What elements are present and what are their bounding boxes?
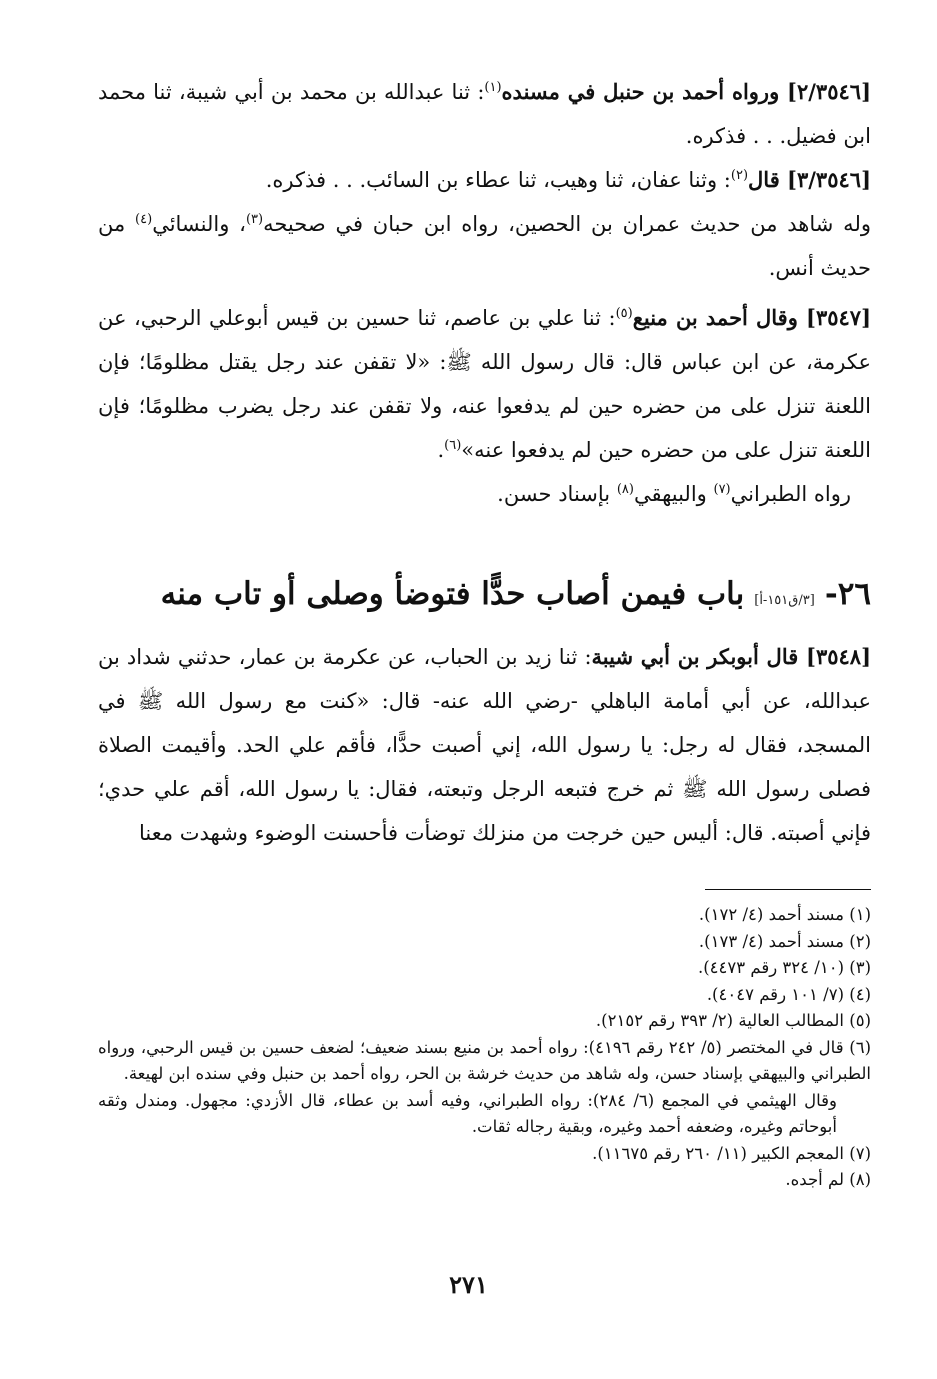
hadith-text: : ثنا زيد بن الحباب، عن عكرمة بن عمار، حدثني شداد بن عبدالله، عن أبي أمامة الباهلي -رضي الله عنه- قال: «كنت مع رسول الله ﷺ في المسجد، فقال له رجل: يا رسول الله، إني أصبت حدًّا، فأقم علي الحد. وأقيمت الصلاة فصلى رسول الله ﷺ ثم خرج فتبعه الرجل وتبعته، فقال: يا رسول الله، أقم علي حدي؛ فإني أصبته. قال: أليس حين خرجت من منزلك توضأت فأحسنت الوضوء وشهدت معنا (98, 645, 871, 845)
footnotes (98, 902, 871, 1194)
hadith-3547 (98, 296, 871, 472)
hadith-heading: [٢/٣٥٤٦] ورواه أحمد بن حنبل في مسنده (501, 79, 871, 104)
footnote-2: (٢) مسند أحمد (٤/ ١٧٣). (698, 931, 871, 951)
hadith-3546-2 (98, 70, 871, 158)
manuscript-ref: [٣/ق١٥١-أ] (754, 593, 815, 608)
note-text: من حديث أنس. (98, 212, 871, 280)
footnote-7: (٧) المعجم الكبير (١١/ ٢٦٠ رقم ١١٦٧٥). (592, 1143, 871, 1163)
footnote-6-continued: وقال الهيثمي في المجمع (٦/ ٢٨٤): رواه الطبراني، وفيه أسد بن عطاء، قال الأزدي: مجهول. ومندل وثقه أبوحاتم وغيره، وضعفه أحمد وغيره، وبقية رجاله ثقات. (98, 1090, 837, 1136)
footnote-1: (١) مسند أحمد (٤/ ١٧٢). (698, 905, 871, 924)
note-text: ، والنسائي (152, 212, 246, 236)
footnote-marker[interactable]: (٥) (615, 306, 633, 321)
hadith-text: : وثنا عفان، ثنا وهيب، ثنا عطاء بن السائب. . . فذكره. (265, 168, 731, 192)
footnote-6: (٦) قال في المختصر (٥/ ٢٤٢ رقم ٤١٩٦): رواه أحمد بن منيع بسند ضعيف؛ لضعف حسين بن قيس الرحبي، ورواه الطبراني والبيهقي بإسناد حسن، وله شاهد من حديث خرشة بن الحر، رواه أحمد بن حنبل وفي سنده ابن لهيعة. (98, 1037, 871, 1083)
chapter-heading (98, 572, 871, 623)
footnote-marker[interactable]: (٤) (135, 212, 153, 227)
footnote-3: (٣) (١٠/ ٣٢٤ رقم ٤٤٧٣). (697, 958, 871, 977)
footnote-marker[interactable]: (٢) (730, 168, 749, 183)
footnote-8: (٨) لم أجده. (785, 1170, 871, 1189)
hadith-3548 (98, 635, 871, 855)
note-text: رواه الطبراني (730, 482, 851, 506)
hadith-text: : ثنا علي بن عاصم، ثنا حسين بن قيس أبوعلي الرحبي، عن عكرمة، عن ابن عباس قال: قال رسول الله ﷺ: «لا تقفن عند رجل يقتل مظلومًا؛ فإن اللعنة تنزل على من حضره حين لم يدفعوا عنه، ولا تقفن عند رجل يضرب مظلومًا؛ فإن اللعنة تنزل على من حضره حين لم يدفعوا عنه» (98, 306, 871, 462)
footnote-marker[interactable]: (٧) (713, 482, 731, 497)
footnote-4: (٤) (٧/ ١٠١ رقم ٤٠٤٧). (706, 984, 871, 1004)
hadith-text-end: . (437, 438, 445, 462)
hadith-text: : ثنا عبدالله بن محمد بن أبي شيبة، ثنا محمد ابن فضيل. . . فذكره. (98, 80, 871, 148)
note-text: والبيهقي (633, 482, 714, 506)
hadith-heading: [٣٥٤٨] قال أبوبكر بن أبي شيبة (591, 644, 871, 669)
footnote-marker[interactable]: (١) (484, 80, 502, 95)
footnote-marker[interactable]: (٣) (245, 212, 264, 227)
witness-note (98, 202, 871, 290)
footnote-marker[interactable]: (٨) (616, 482, 634, 497)
hadith-heading: [٣٥٤٧] وقال أحمد بن منيع (632, 305, 871, 330)
note-text: وله شاهد من حديث عمران بن الحصين، رواه ابن حبان في صحيحه (263, 212, 871, 236)
hadith-3546-3 (98, 158, 871, 202)
hadith-heading: [٣/٣٥٤٦] قال (748, 167, 871, 192)
page-number: ٢٧١ (449, 1270, 488, 1299)
chapter-number: ٢٦- (824, 576, 871, 612)
chapter-title: باب فيمن أصاب حدًّا فتوضأ وصلى أو تاب منه (160, 576, 745, 612)
narration-note (98, 472, 871, 516)
note-text: بإسناد حسن. (497, 482, 617, 506)
footnote-5: (٥) المطالب العالية (٢/ ٣٩٣ رقم ٢١٥٢). (595, 1011, 871, 1030)
footnote-divider (705, 889, 871, 890)
footnote-marker[interactable]: (٦) (444, 438, 462, 453)
